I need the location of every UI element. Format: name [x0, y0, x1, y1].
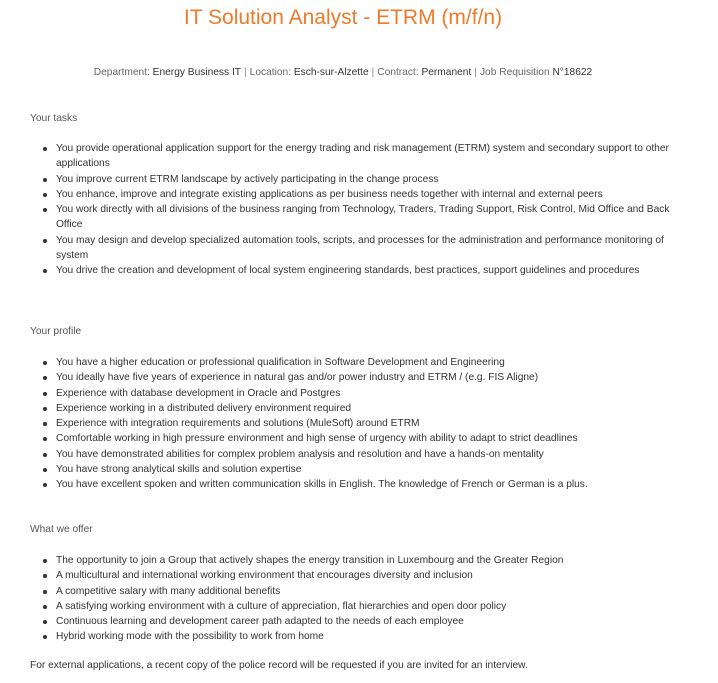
list-item — [30, 477, 670, 492]
list-item — [30, 599, 670, 614]
list-item-text: You enhance, improve and integrate existing applications as per business needs together with internal and external peers — [56, 188, 603, 200]
list-item — [30, 447, 670, 462]
list-item — [30, 355, 670, 370]
bullet-icon — [43, 422, 47, 426]
bullet-icon — [43, 590, 47, 594]
list-item-text: You have strong analytical skills and solution expertise — [56, 464, 302, 476]
job-meta-line — [0, 66, 686, 80]
requisition-value: N°18622 — [552, 67, 593, 78]
job-title: IT Solution Analyst - ETRM (m/f/n) — [183, 6, 503, 29]
list-item — [30, 553, 670, 568]
bullet-icon — [43, 574, 47, 578]
bullet-icon — [43, 376, 47, 380]
profile-heading: Your profile — [30, 326, 82, 337]
list-item-text: Comfortable working in high pressure environment and high sense of urgency with ability to adapt to strict deadlines — [56, 433, 578, 445]
list-item — [30, 614, 670, 629]
list-item — [30, 386, 670, 401]
list-item — [30, 431, 670, 446]
contract-value: Permanent — [421, 67, 472, 78]
bullet-icon — [43, 635, 47, 639]
bullet-icon — [43, 361, 47, 365]
bullet-icon — [43, 269, 47, 273]
bullet-icon — [43, 208, 47, 212]
list-item-text: You have demonstrated abilities for complex problem analysis and resolution and have a hands-on mentality — [56, 448, 544, 460]
list-item-text: A competitive salary with many additional benefits — [56, 585, 281, 597]
list-item-text: You provide operational application support for the energy trading and risk management (ETRM) system and secondary support to other applications — [56, 143, 669, 170]
list-item-text: You drive the creation and development of local system engineering standards, best practices, support guidelines and procedures — [56, 265, 640, 277]
meta-separator: | — [474, 67, 477, 78]
list-item-text: You ideally have five years of experience in natural gas and/or power industry and ETRM / (e.g. FIS Aligne) — [56, 372, 539, 384]
list-item-text: The opportunity to join a Group that actively shapes the energy transition in Luxembourg and the Greater Region — [56, 555, 564, 566]
list-item — [30, 202, 670, 233]
bullet-icon — [43, 620, 47, 624]
list-item-text: Experience with integration requirements and solutions (MuleSoft) around ETRM — [56, 418, 420, 430]
list-item-text: Experience working in a distributed delivery environment required — [56, 402, 352, 414]
tasks-heading: Your tasks — [30, 113, 78, 124]
bullet-icon — [43, 559, 47, 563]
list-item — [30, 233, 670, 264]
department-label: Department: — [93, 67, 150, 78]
bullet-icon — [43, 392, 47, 396]
list-item — [30, 401, 670, 416]
offer-heading: What we offer — [30, 524, 93, 535]
list-item — [30, 584, 670, 599]
list-item — [30, 416, 670, 431]
bullet-icon — [43, 483, 47, 487]
tasks-list — [30, 141, 670, 279]
list-item-text: You work directly with all divisions of the business ranging from Technology, Traders, Trading Support, Risk Control, Mid Office and Back Office — [56, 204, 670, 231]
location-value: Esch-sur-Alzette — [293, 67, 369, 78]
bullet-icon — [43, 605, 47, 609]
bullet-icon — [43, 147, 47, 151]
bullet-icon — [43, 239, 47, 243]
list-item-text: Experience with database development in Oracle and Postgres — [56, 387, 341, 399]
footer-note: For external applications, a recent copy of the police record will be requested if you are invited for an interview. — [30, 660, 528, 671]
contract-label: Contract: — [377, 67, 419, 78]
list-item — [30, 263, 670, 278]
meta-separator: | — [371, 67, 375, 78]
list-item-text: You have excellent spoken and written communication skills in English. The knowledge of French or German is a plus. — [56, 479, 588, 491]
list-item — [30, 568, 670, 583]
list-item — [30, 172, 670, 187]
profile-list — [30, 355, 670, 493]
list-item — [30, 187, 670, 202]
list-item-text: You have a higher education or professional qualification in Software Development and Engineering — [56, 357, 505, 368]
bullet-icon — [43, 437, 47, 441]
location-label: Location: — [249, 67, 292, 78]
list-item-text: Hybrid working mode with the possibility to work from home — [56, 631, 324, 643]
department-value: Energy Business IT — [152, 67, 242, 78]
bullet-icon — [43, 407, 47, 411]
bullet-icon — [43, 468, 47, 472]
list-item-text: You improve current ETRM landscape by actively participating in the change process — [56, 173, 439, 185]
meta-separator: | — [244, 67, 247, 78]
list-item-text: A satisfying working environment with a culture of appreciation, flat hierarchies and open door policy — [56, 600, 507, 612]
list-item — [30, 462, 670, 477]
list-item — [30, 370, 670, 385]
list-item-text: A multicultural and international working environment that encourages diversity and inclusion — [56, 570, 473, 582]
list-item — [30, 141, 670, 172]
list-item-text: Continuous learning and development career path adapted to the needs of each employee — [56, 616, 464, 628]
list-item-text: You may design and develop specialized automation tools, scripts, and processes for the administration and performance monitoring of system — [56, 234, 664, 262]
bullet-icon — [43, 193, 47, 197]
offer-list — [30, 553, 670, 645]
bullet-icon — [43, 453, 47, 457]
bullet-icon — [43, 178, 47, 182]
requisition-label: Job Requisition — [479, 67, 550, 78]
list-item — [30, 629, 670, 644]
